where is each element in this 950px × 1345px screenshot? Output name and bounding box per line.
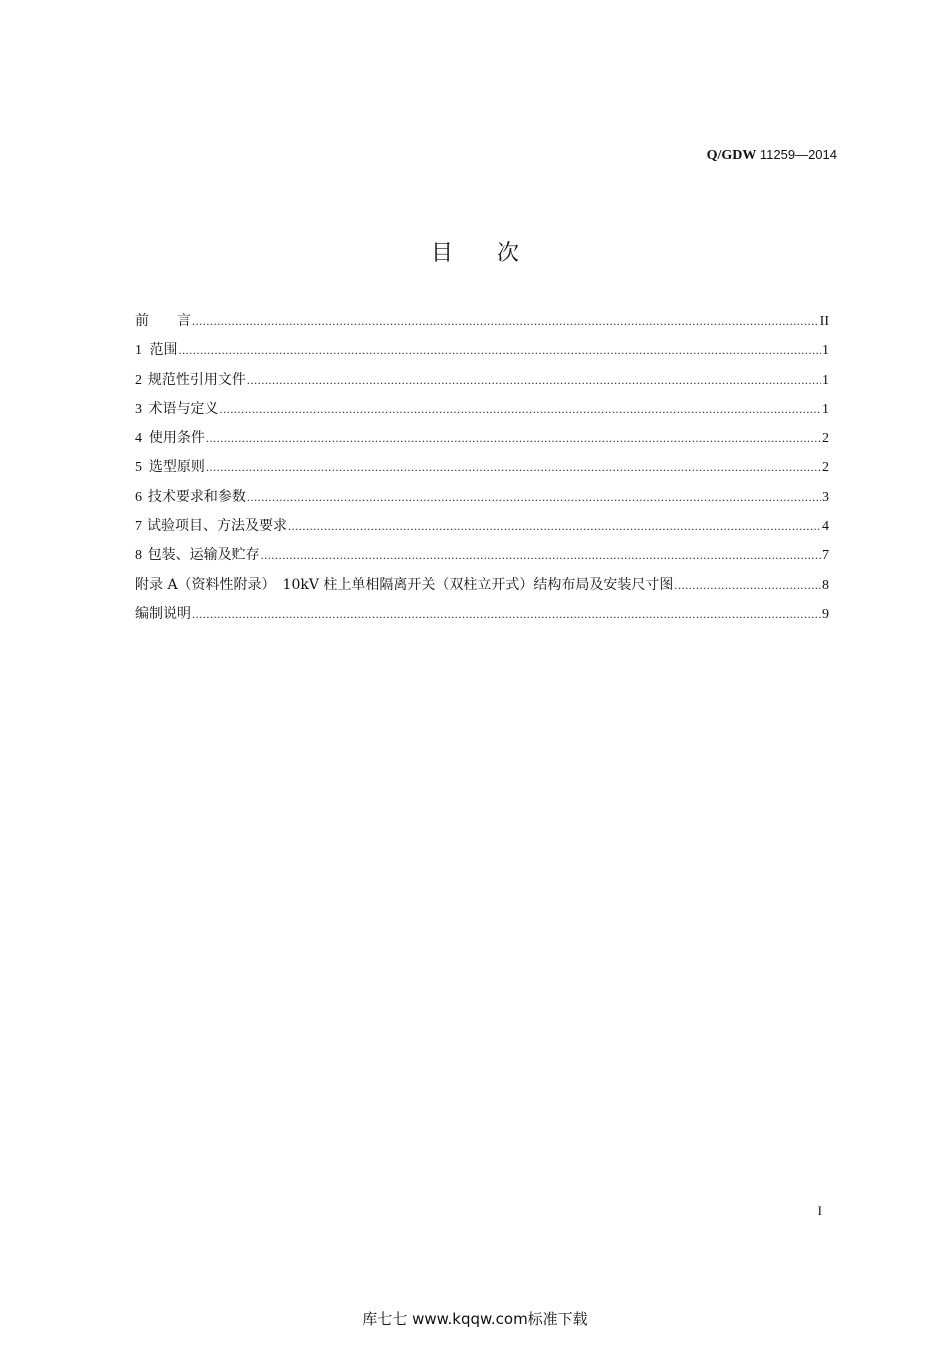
toc-leader-dots (192, 309, 819, 333)
toc-leader-dots (220, 397, 821, 421)
toc-entry-label: 使用条件 (148, 430, 205, 447)
toc-leader-dots (206, 426, 821, 450)
toc-entry-1[interactable] (135, 338, 829, 367)
toc-title (0, 236, 950, 267)
toc-entry-page: 7 (822, 548, 829, 564)
toc-entry-6[interactable] (135, 485, 829, 514)
toc-entry-number: 5 (135, 460, 142, 476)
toc-leader-dots (178, 338, 821, 362)
toc-entry-page: 3 (822, 489, 829, 505)
toc-entry-3[interactable] (135, 397, 829, 426)
toc-entry-page: II (819, 314, 829, 329)
toc-entry-compilation-notes[interactable] (135, 602, 829, 631)
toc-entry-label: 试验项目、方法及要求 (147, 518, 287, 535)
table-of-contents (135, 309, 829, 631)
toc-entry-label: 选型原则 (148, 459, 205, 476)
toc-entry-foreword[interactable] (135, 309, 829, 338)
toc-entry-label: 术语与定义 (148, 400, 219, 417)
toc-entry-number: 6 (135, 489, 142, 505)
toc-leader-dots (247, 368, 821, 392)
toc-entry-7[interactable] (135, 514, 829, 543)
toc-entry-page: 1 (822, 343, 829, 359)
toc-entry-number: 1 (135, 343, 142, 359)
toc-leader-dots (261, 543, 821, 567)
toc-entry-page: 9 (822, 606, 829, 622)
toc-entry-number: 8 (135, 548, 142, 564)
footer-watermark-text: 库七七 www.kqqw.com标准下载 (362, 1310, 588, 1328)
toc-leader-dots (288, 514, 821, 538)
toc-entry-appendix-a[interactable] (135, 573, 829, 602)
toc-entry-5[interactable] (135, 455, 829, 484)
toc-entry-label: 附录 A（资料性附录） 10kV 柱上单相隔离开关（双柱立开式）结构布局及安装尺寸图 (135, 576, 674, 593)
toc-entry-page: 8 (822, 577, 829, 593)
toc-entry-number: 7 (135, 519, 142, 535)
toc-entry-number: 3 (135, 401, 142, 417)
toc-entry-page: 2 (822, 431, 829, 447)
toc-leader-dots (247, 485, 821, 509)
toc-leader-dots (206, 455, 821, 479)
toc-entry-label: 编制说明 (135, 605, 191, 622)
toc-entry-label: 前 言 (135, 313, 191, 329)
toc-entry-label: 范围 (149, 342, 178, 359)
document-code-number: 11259—2014 (759, 147, 837, 162)
toc-entry-2[interactable] (135, 368, 829, 397)
toc-leader-dots (192, 602, 821, 626)
toc-entry-label: 技术要求和参数 (147, 488, 246, 505)
toc-entry-page: 4 (822, 519, 829, 535)
toc-entry-4[interactable] (135, 426, 829, 455)
page-number: I (817, 1203, 822, 1218)
toc-entry-label: 规范性引用文件 (147, 371, 246, 388)
toc-entry-number: 4 (135, 431, 142, 447)
toc-entry-8[interactable] (135, 543, 829, 572)
toc-entry-number: 2 (135, 372, 142, 388)
toc-entry-page: 1 (822, 372, 829, 388)
toc-entry-label: 包装、运输及贮存 (147, 547, 260, 564)
toc-entry-page: 1 (822, 401, 829, 417)
toc-title-part2: 次 (497, 241, 520, 266)
toc-leader-dots (674, 573, 821, 597)
toc-title-part1: 目 (430, 241, 453, 266)
document-code-prefix: Q/GDW (706, 148, 757, 163)
document-code (707, 147, 837, 164)
toc-entry-page: 2 (822, 460, 829, 476)
